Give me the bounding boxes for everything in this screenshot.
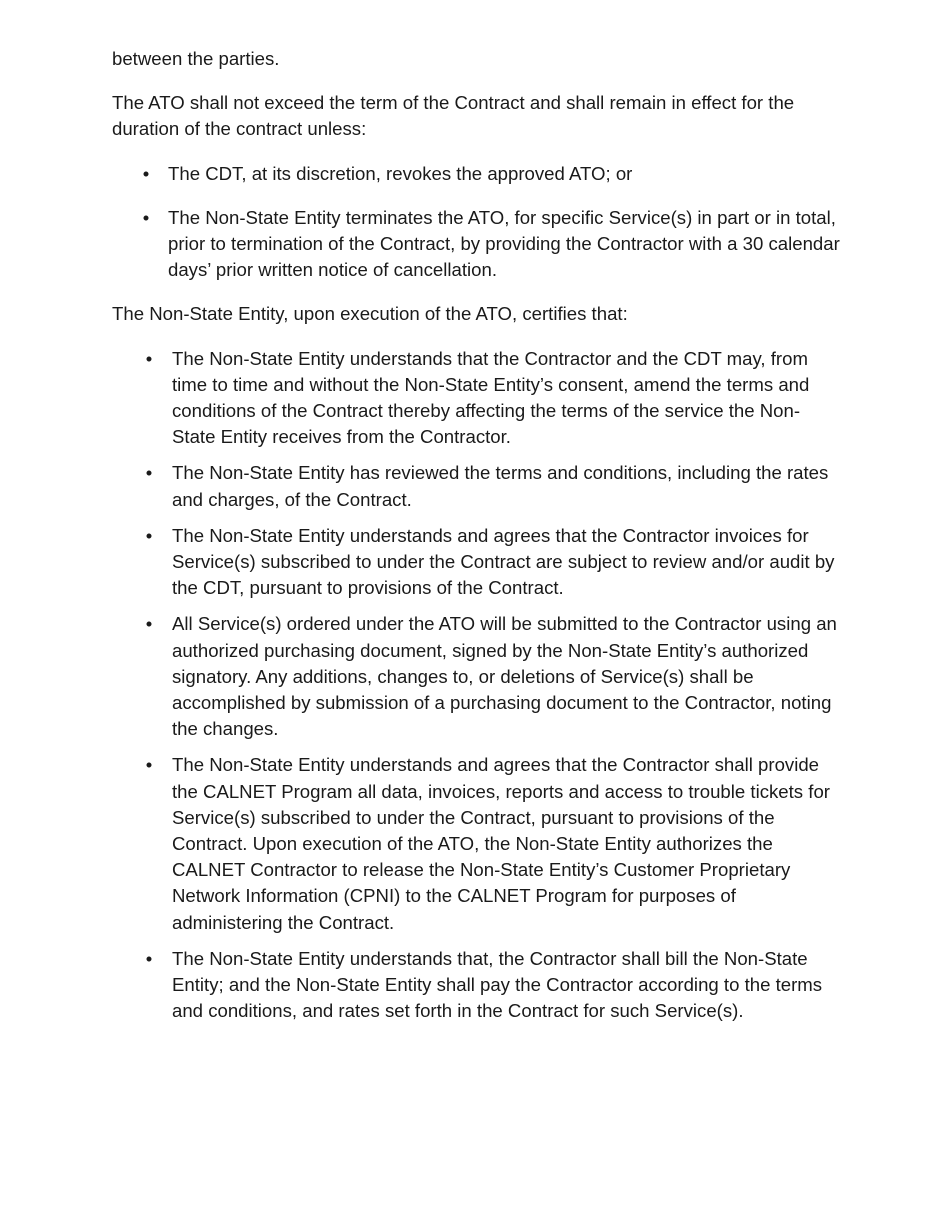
list-item-text: The Non-State Entity understands and agrees that the Contractor shall provide the CALNET Program all data, invoices, reports and access to trouble tickets for Service(s) subscribed to under the Contract, pursuant to provisions of the Contract. Upon execution of the ATO, the Non-State Entity authorizes the CALNET Contractor to release the Non-State Entity’s Customer Proprietary Network Information (CPNI) to the CALNET Program for purposes of administering the Contract.: [172, 754, 830, 933]
list-item-text: The Non-State Entity terminates the ATO, for specific Service(s) in part or in total, prior to termination of the Contract, by providing the Contractor with a 30 calendar days’ prior written notice of cancellation.: [168, 206, 840, 281]
list-item: [112, 946, 842, 1025]
list-item-text: The Non-State Entity understands that the Contractor and the CDT may, from time to time and without the Non-State Entity’s consent, amend the terms and conditions of the Contract thereby affecting the terms of the service the Non-State Entity receives from the Contractor.: [172, 347, 810, 448]
paragraph-intro: between the parties.: [112, 48, 280, 69]
document-page: [112, 46, 842, 1035]
bullet-icon: [143, 523, 155, 549]
list-item: [112, 752, 842, 935]
list-item: [112, 161, 842, 187]
paragraph-certifies: The Non-State Entity, upon execution of the ATO, certifies that:: [112, 303, 628, 325]
bullet-icon: [143, 752, 155, 778]
list-item-text: The Non-State Entity understands and agrees that the Contractor invoices for Service(s) subscribed to under the Contract are subject to review and/or audit by the CDT, pursuant to provisions of the Contract.: [172, 524, 835, 599]
list-item: [112, 346, 842, 451]
paragraph-ato-term: The ATO shall not exceed the term of the Contract and shall remain in effect for the duration of the contract unless:: [112, 92, 795, 140]
list-item-text: The Non-State Entity has reviewed the terms and conditions, including the rates and charges, of the Contract.: [172, 462, 829, 510]
termination-conditions-list: [112, 161, 842, 284]
certifications-list: [112, 346, 842, 1025]
bullet-icon: [143, 946, 155, 972]
bullet-icon: [143, 611, 155, 637]
list-item: [112, 523, 842, 602]
bullet-icon: [143, 460, 155, 486]
list-item-text: The Non-State Entity understands that, the Contractor shall bill the Non-State Entity; and the Non-State Entity shall pay the Contractor according to the terms and conditions, and rates set forth in the Contract for such Service(s).: [172, 947, 823, 1022]
list-item: [112, 460, 842, 512]
list-item: [112, 205, 842, 284]
list-item: [112, 611, 842, 742]
list-item-text: The CDT, at its discretion, revokes the approved ATO; or: [168, 162, 633, 184]
bullet-icon: [140, 161, 152, 187]
list-item-text: All Service(s) ordered under the ATO will be submitted to the Contractor using an authorized purchasing document, signed by the Non-State Entity’s authorized signatory. Any additions, changes to, or deletions of Service(s) shall be accomplished by submission of a purchasing document to the Contractor, noting the changes.: [172, 613, 837, 740]
bullet-icon: [143, 346, 155, 372]
bullet-icon: [140, 205, 152, 231]
